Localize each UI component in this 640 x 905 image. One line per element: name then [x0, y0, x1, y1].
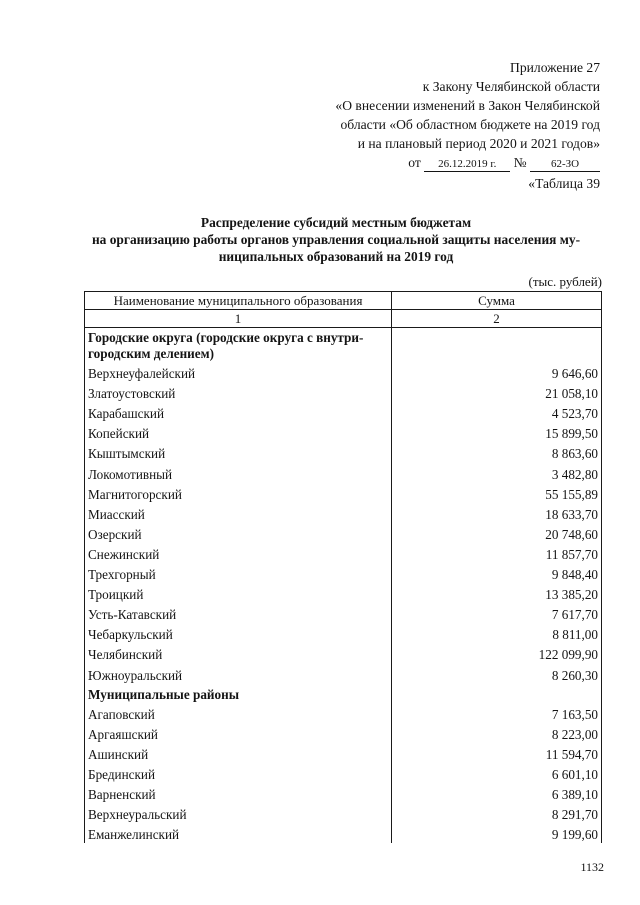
section-heading: Муниципальные районы: [85, 684, 392, 703]
table-row: [85, 823, 602, 843]
header-line: области «Об областном бюджете на 2019 год: [340, 117, 600, 132]
municipality-name: Челябинский: [85, 643, 392, 663]
title-line: ниципальных образований на 2019 год: [218, 249, 454, 264]
municipality-name: Брединский: [85, 763, 392, 783]
section-heading: Городские округа (городские округа с внутри-городским делением): [85, 328, 392, 363]
subsidy-amount: 55 155,89: [392, 483, 602, 503]
subsidy-table: [84, 291, 602, 843]
municipality-name: Агаповский: [85, 703, 392, 723]
appendix-header: [280, 58, 600, 172]
municipality-name: Чебаркульский: [85, 623, 392, 643]
subsidy-amount: 8 811,00: [392, 623, 602, 643]
municipality-name: Ашинский: [85, 743, 392, 763]
subsidy-amount: 11 594,70: [392, 743, 602, 763]
header-line: к Закону Челябинской области: [422, 79, 600, 94]
section-heading-value: [392, 328, 602, 363]
date-prefix: от: [408, 155, 421, 170]
page-number: 1132: [580, 860, 604, 874]
header-line: и на плановый период 2020 и 2021 годов»: [357, 136, 600, 151]
table-row: [85, 483, 602, 503]
subsidy-amount: 11 857,70: [392, 543, 602, 563]
subsidy-amount: 9 199,60: [392, 823, 602, 843]
law-number: 62-ЗО: [530, 157, 600, 172]
municipality-name: Озерский: [85, 523, 392, 543]
subsidy-amount: 21 058,10: [392, 382, 602, 402]
subsidy-amount: 7 617,70: [392, 603, 602, 623]
subsidy-amount: 20 748,60: [392, 523, 602, 543]
subsidy-amount: 7 163,50: [392, 703, 602, 723]
table-row: [85, 583, 602, 603]
subsidy-amount: 8 223,00: [392, 723, 602, 743]
title-line: на организацию работы органов управления социальной защиты населения му-: [91, 232, 581, 247]
units-label: (тыс. рублей): [528, 274, 602, 289]
column-number-row: [85, 310, 602, 328]
table-row: [85, 563, 602, 583]
subsidy-amount: 6 389,10: [392, 783, 602, 803]
table-row: [85, 663, 602, 683]
table-row: [85, 523, 602, 543]
municipality-name: Златоустовский: [85, 382, 392, 402]
table-row: [85, 703, 602, 723]
municipality-name: Усть-Катавский: [85, 603, 392, 623]
table-row: [85, 442, 602, 462]
subsidy-amount: 122 099,90: [392, 643, 602, 663]
table-label: «Таблица 39: [528, 176, 600, 191]
subsidy-amount: 8 260,30: [392, 663, 602, 683]
municipality-name: Копейский: [85, 422, 392, 442]
municipality-name: Варненский: [85, 783, 392, 803]
section-heading-value: [392, 684, 602, 703]
municipality-name: Трехгорный: [85, 563, 392, 583]
subsidy-amount: 9 646,60: [392, 362, 602, 382]
municipality-name: Верхнеуфалейский: [85, 362, 392, 382]
subsidy-amount: 6 601,10: [392, 763, 602, 783]
number-prefix: №: [513, 155, 527, 170]
table-header-row: [85, 292, 602, 310]
table-row: [85, 803, 602, 823]
section-heading-row: [85, 328, 602, 363]
municipality-name: Аргаяшский: [85, 723, 392, 743]
subsidy-amount: 9 848,40: [392, 563, 602, 583]
table-row: [85, 723, 602, 743]
municipality-name: Верхнеуральский: [85, 803, 392, 823]
column-number: 1: [85, 310, 392, 328]
table-row: [85, 783, 602, 803]
subsidy-amount: 3 482,80: [392, 462, 602, 482]
table-row: [85, 543, 602, 563]
subsidy-amount: 8 863,60: [392, 442, 602, 462]
table-row: [85, 402, 602, 422]
table-row: [85, 763, 602, 783]
table-body: [85, 328, 602, 844]
header-line: «О внесении изменений в Закон Челябинской: [335, 98, 600, 113]
subsidy-amount: 13 385,20: [392, 583, 602, 603]
column-header-name: Наименование муниципального образования: [85, 292, 392, 310]
municipality-name: Снежинский: [85, 543, 392, 563]
table-row: [85, 743, 602, 763]
municipality-name: Троицкий: [85, 583, 392, 603]
table-row: [85, 422, 602, 442]
header-line: Приложение 27: [510, 60, 600, 75]
table-row: [85, 643, 602, 663]
table-row: [85, 623, 602, 643]
table-row: [85, 603, 602, 623]
municipality-name: Миасский: [85, 503, 392, 523]
municipality-name: Еманжелинский: [85, 823, 392, 843]
municipality-name: Локомотивный: [85, 462, 392, 482]
municipality-name: Карабашский: [85, 402, 392, 422]
municipality-name: Магнитогорский: [85, 483, 392, 503]
table-row: [85, 462, 602, 482]
table-row: [85, 503, 602, 523]
column-header-sum: Сумма: [392, 292, 602, 310]
document-title: [66, 214, 606, 265]
law-date: 26.12.2019 г.: [424, 157, 510, 172]
subsidy-amount: 18 633,70: [392, 503, 602, 523]
title-line: Распределение субсидий местным бюджетам: [200, 215, 472, 230]
subsidy-amount: 8 291,70: [392, 803, 602, 823]
law-date-number-line: [280, 153, 600, 172]
column-number: 2: [392, 310, 602, 328]
subsidy-amount: 4 523,70: [392, 402, 602, 422]
section-heading-row: [85, 684, 602, 703]
subsidy-amount: 15 899,50: [392, 422, 602, 442]
municipality-name: Кыштымский: [85, 442, 392, 462]
table-row: [85, 382, 602, 402]
table-row: [85, 362, 602, 382]
municipality-name: Южноуральский: [85, 663, 392, 683]
